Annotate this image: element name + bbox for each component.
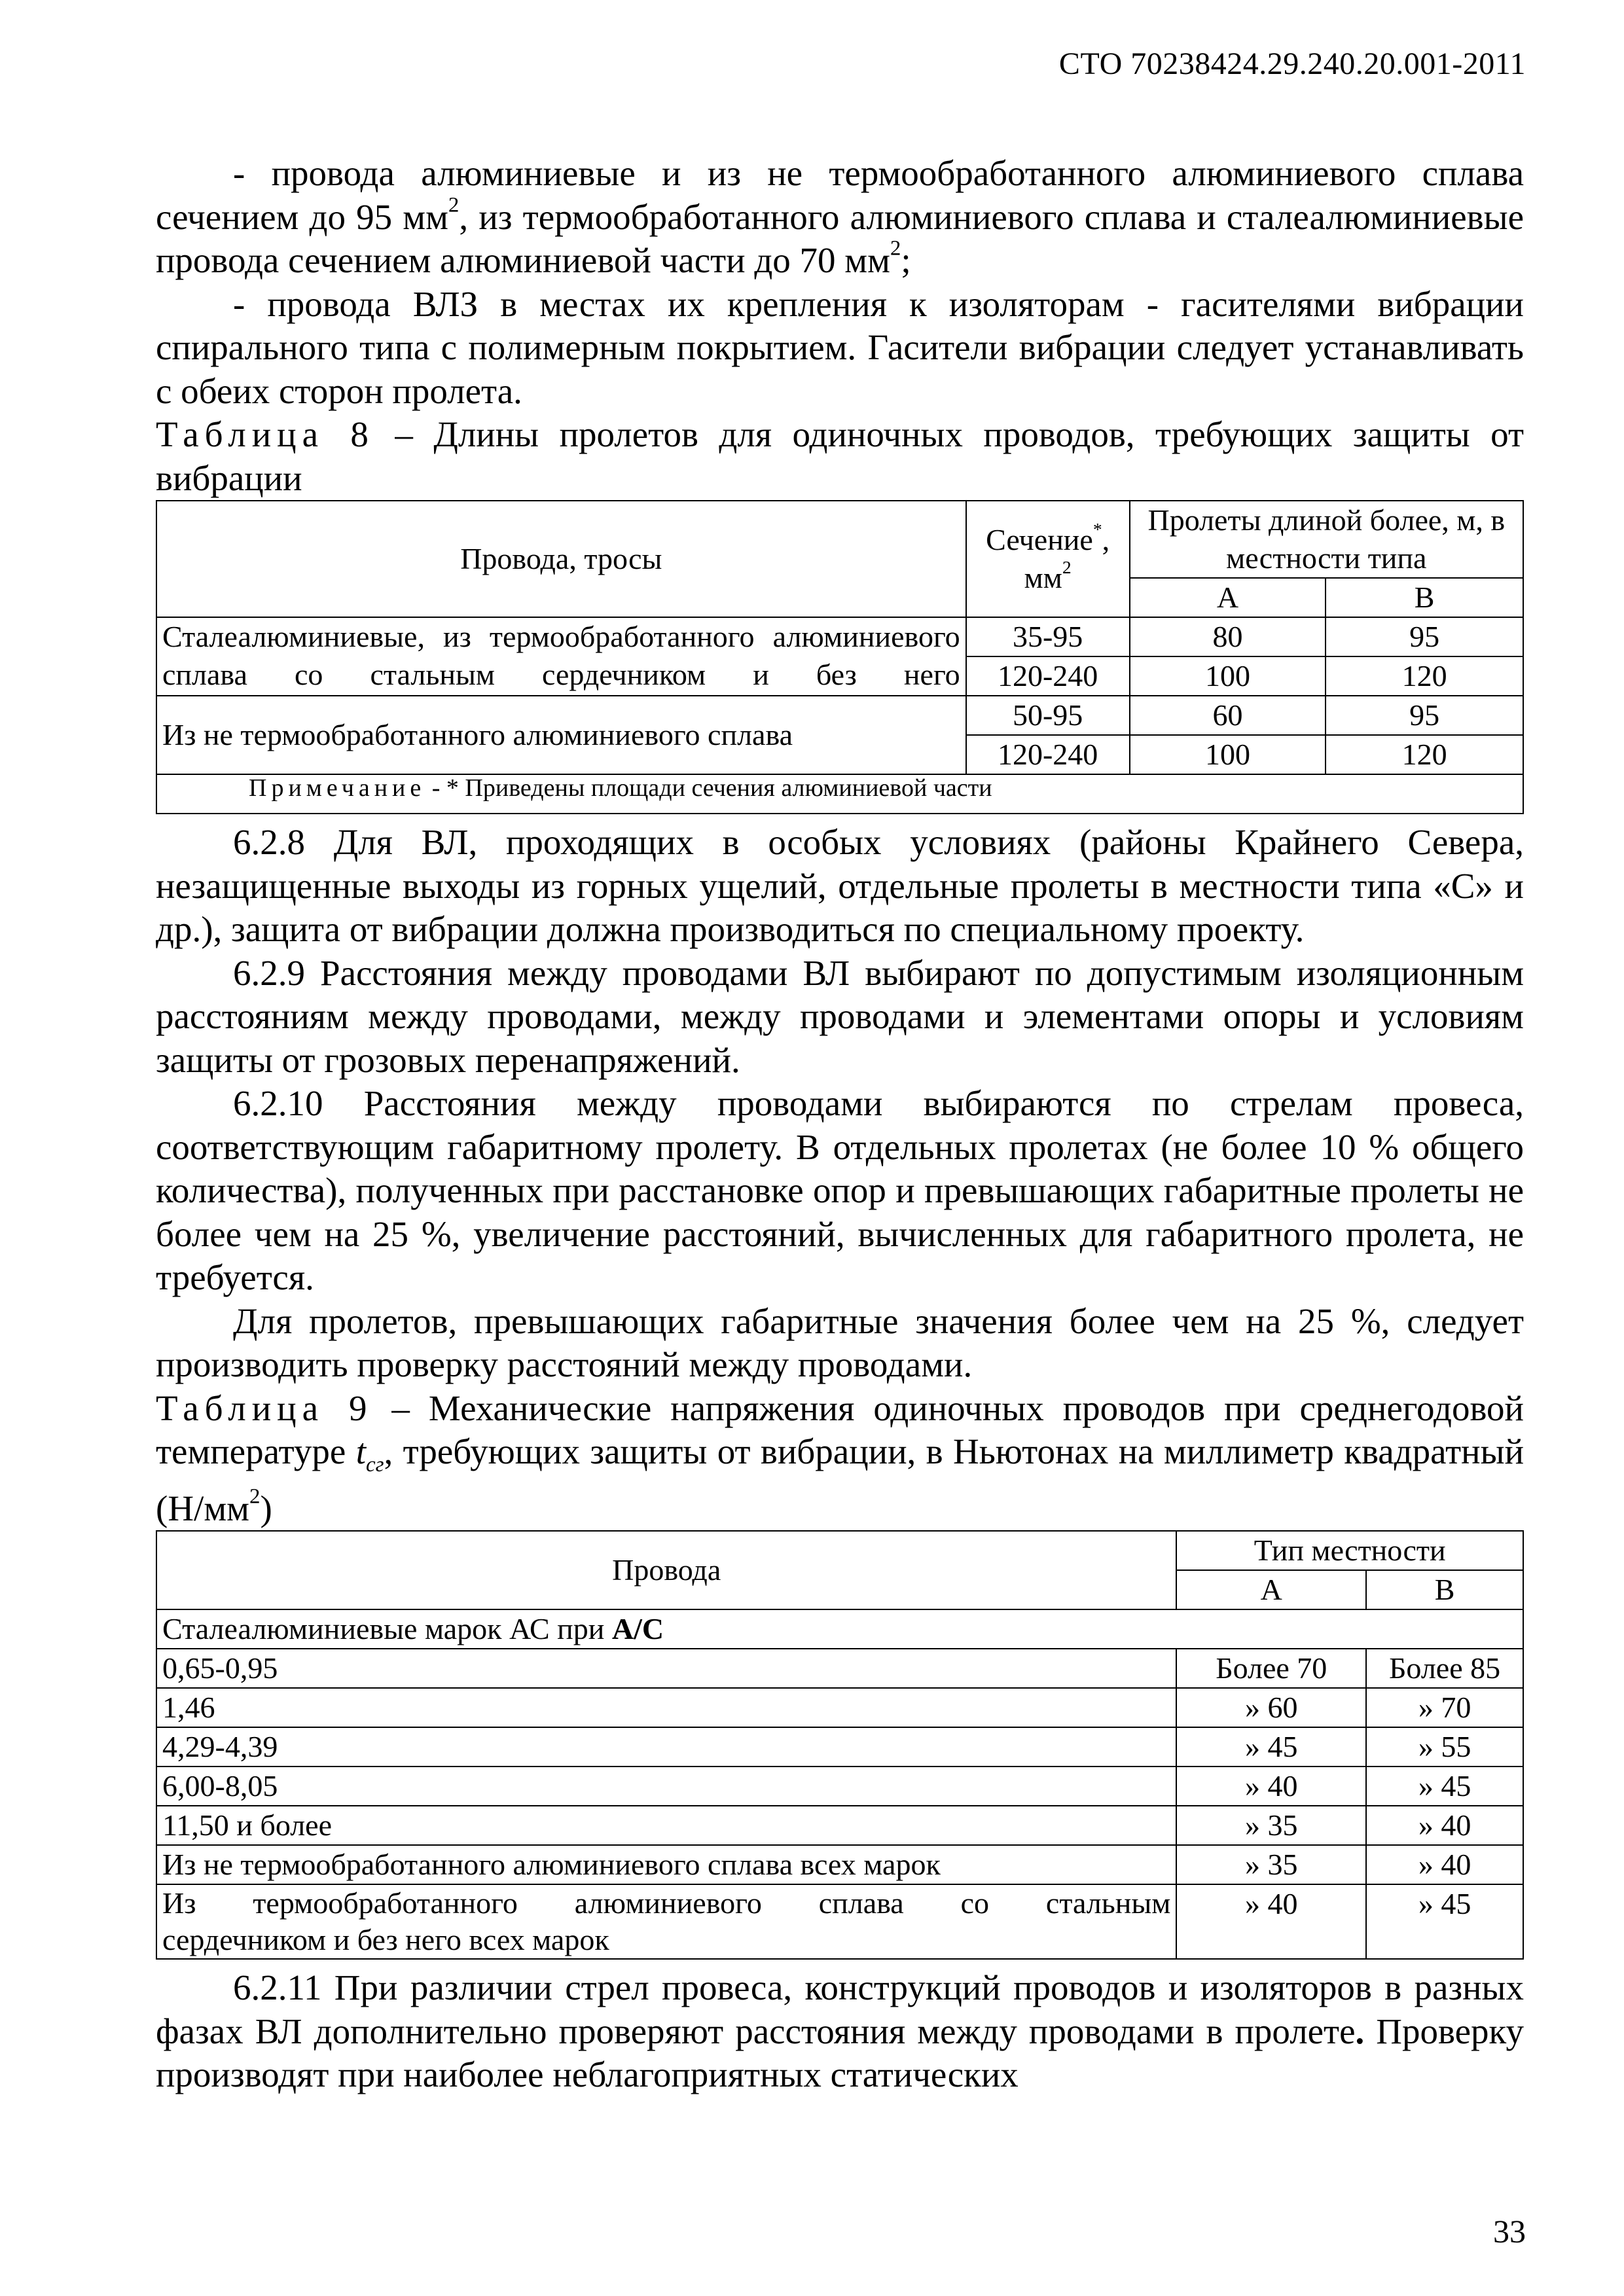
table9-value-b: » 40	[1366, 1845, 1523, 1884]
paragraph-6-2-8: 6.2.8 Для ВЛ, проходящих в особых условиях (районы Крайнего Севера, незащищенные выходы из горных ущелий, отдельные пролеты в местности типа «С» и др.), защита от вибрации должна производиться по специальному проекту.	[156, 822, 1524, 949]
table8-caption-text: – Длины пролетов для одиночных проводов, требующих защиты от вибрации	[156, 414, 1524, 498]
table-row	[156, 1688, 1523, 1727]
table9-value-b: » 55	[1366, 1727, 1523, 1767]
table-row	[156, 1806, 1523, 1845]
table9-value-a: » 40	[1176, 1767, 1366, 1806]
bullet-vlz-wires: - провода ВЛЗ в местах их крепления к изоляторам - гасителями вибрации спирального типа с полимерным покрытием. Гасители вибрации следует устанавливать с обеих сторон пролета.	[156, 283, 1524, 411]
table-row	[156, 1767, 1523, 1806]
table8-row1-label: Сталеалюминиевые, из термообработанного алюминиевого сплава со стальным сердечником и без него	[156, 617, 966, 696]
table8-head-section: Сечение*, $мм^2$	[966, 501, 1130, 617]
table9-head-terrain: Тип местности	[1176, 1531, 1523, 1570]
table9-value-b: Более 85	[1366, 1649, 1523, 1688]
table9-value-b: » 45	[1366, 1767, 1523, 1806]
table8-caption	[156, 413, 1524, 500]
table8-head-wires: Провода, тросы	[156, 501, 966, 617]
table9-value-b: » 40	[1366, 1806, 1523, 1845]
table8-head-spans: Пролеты длиной более, м, в местности типа	[1130, 501, 1523, 578]
table-row	[156, 1649, 1523, 1688]
table9-row-label: 1,46	[156, 1688, 1176, 1727]
paragraph-6-2-11: 6.2.11 При различии стрел провеса, конструкций проводов и изоляторов в разных фазах ВЛ дополнительно проверяют расстояния между проводами в пролете. Проверку производят при наиболее неблагоприятных статических	[156, 1967, 1524, 2094]
paragraph-6-2-10: 6.2.10 Расстояния между проводами выбираются по стрелам провеса, соответствующим габаритному пролету. В отдельных пролетах (не более 10 % общего количества), полученных при расстановке опор и превышающих габаритные пролеты не более чем на 25 %, увеличение расстояний, вычисленных для габаритного пролета, не требуется.	[156, 1083, 1524, 1297]
paragraph-6-2-9: 6.2.9 Расстояния между проводами ВЛ выбирают по допустимым изоляционным расстояниям между проводами, между проводами и элементами опоры и условиям защиты от грозовых перенапряжений.	[156, 952, 1524, 1080]
table8-caption-label: Таблица 8	[156, 414, 374, 454]
document-code-header: СТО 70238424.29.240.20.001-2011	[1058, 46, 1526, 81]
table-row	[156, 1727, 1523, 1767]
table9-row-label: 6,00-8,05	[156, 1767, 1176, 1806]
table9-row-label: 0,65-0,95	[156, 1649, 1176, 1688]
table8-col-a: А	[1130, 578, 1326, 617]
table9-value-a: Более 70	[1176, 1649, 1366, 1688]
table9-row-label: 4,29-4,39	[156, 1727, 1176, 1767]
paragraph-span-check: Для пролетов, превышающих габаритные значения более чем на 25 %, следует производить проверку расстояний между проводами.	[156, 1300, 1524, 1384]
table9-row-label: 11,50 и более	[156, 1806, 1176, 1845]
table9-head-wires: Провода	[156, 1531, 1176, 1609]
table9-col-a: А	[1176, 1570, 1366, 1609]
table-row: Сталеалюминиевые, из термообработанного алюминиевого сплава со стальным сердечником и без него 35-95 80 95	[156, 617, 1523, 656]
table8	[156, 500, 1524, 814]
table-row: 120-240 100 120	[156, 735, 1523, 774]
bullet-aluminium-wires: - провода алюминиевые и из не термообработанного алюминиевого сплава сечением до 95 $мм^2$, из термообработанного алюминиевого сплава и сталеалюминиевые провода сечением алюминиевой части до 70 $мм^2$;	[156, 153, 1525, 280]
table9-value-a: » 45	[1176, 1727, 1366, 1767]
table9-col-b: В	[1366, 1570, 1523, 1609]
table9-row-label: Из не термообработанного алюминиевого сплава всех марок	[156, 1845, 1176, 1884]
table9-group-label: Сталеалюминиевые марок АС при А/С	[156, 1609, 1523, 1649]
table-row: Из термообработанного алюминиевого сплава со стальным сердечником и без него всех марок » 40 » 45	[156, 1884, 1523, 1959]
table9-rows	[156, 1649, 1523, 1884]
table9-value-a: » 60	[1176, 1688, 1366, 1727]
table9-caption: Таблица 9 – Механические напряжения одиночных проводов при среднегодовой температуре $t_{сг}$, требующих защиты от вибрации, в Ньютонах на миллиметр квадратный $(Н/мм^2)$	[156, 1388, 1525, 1528]
table8-col-b: В	[1326, 578, 1523, 617]
table8-note: Примечание - * Приведены площади сечения алюминиевой части	[156, 774, 1523, 814]
page-content	[156, 152, 1524, 2097]
table9-last-label: Из термообработанного алюминиевого сплава со стальным сердечником и без него всех марок	[156, 1884, 1176, 1959]
table-row	[156, 1845, 1523, 1884]
table9-value-a: » 35	[1176, 1806, 1366, 1845]
table8-row2-label: Из не термообработанного алюминиевого сплава	[156, 696, 966, 774]
table9-caption-label: Таблица 9	[156, 1388, 373, 1428]
table9-value-a: » 35	[1176, 1845, 1366, 1884]
page-number: 33	[1493, 2213, 1526, 2250]
table9-value-b: » 70	[1366, 1688, 1523, 1727]
table-row: 120-240 100 120	[156, 656, 1523, 696]
table-row: Из не термообработанного алюминиевого сплава 50-95 60 95	[156, 696, 1523, 735]
table9	[156, 1530, 1524, 1960]
